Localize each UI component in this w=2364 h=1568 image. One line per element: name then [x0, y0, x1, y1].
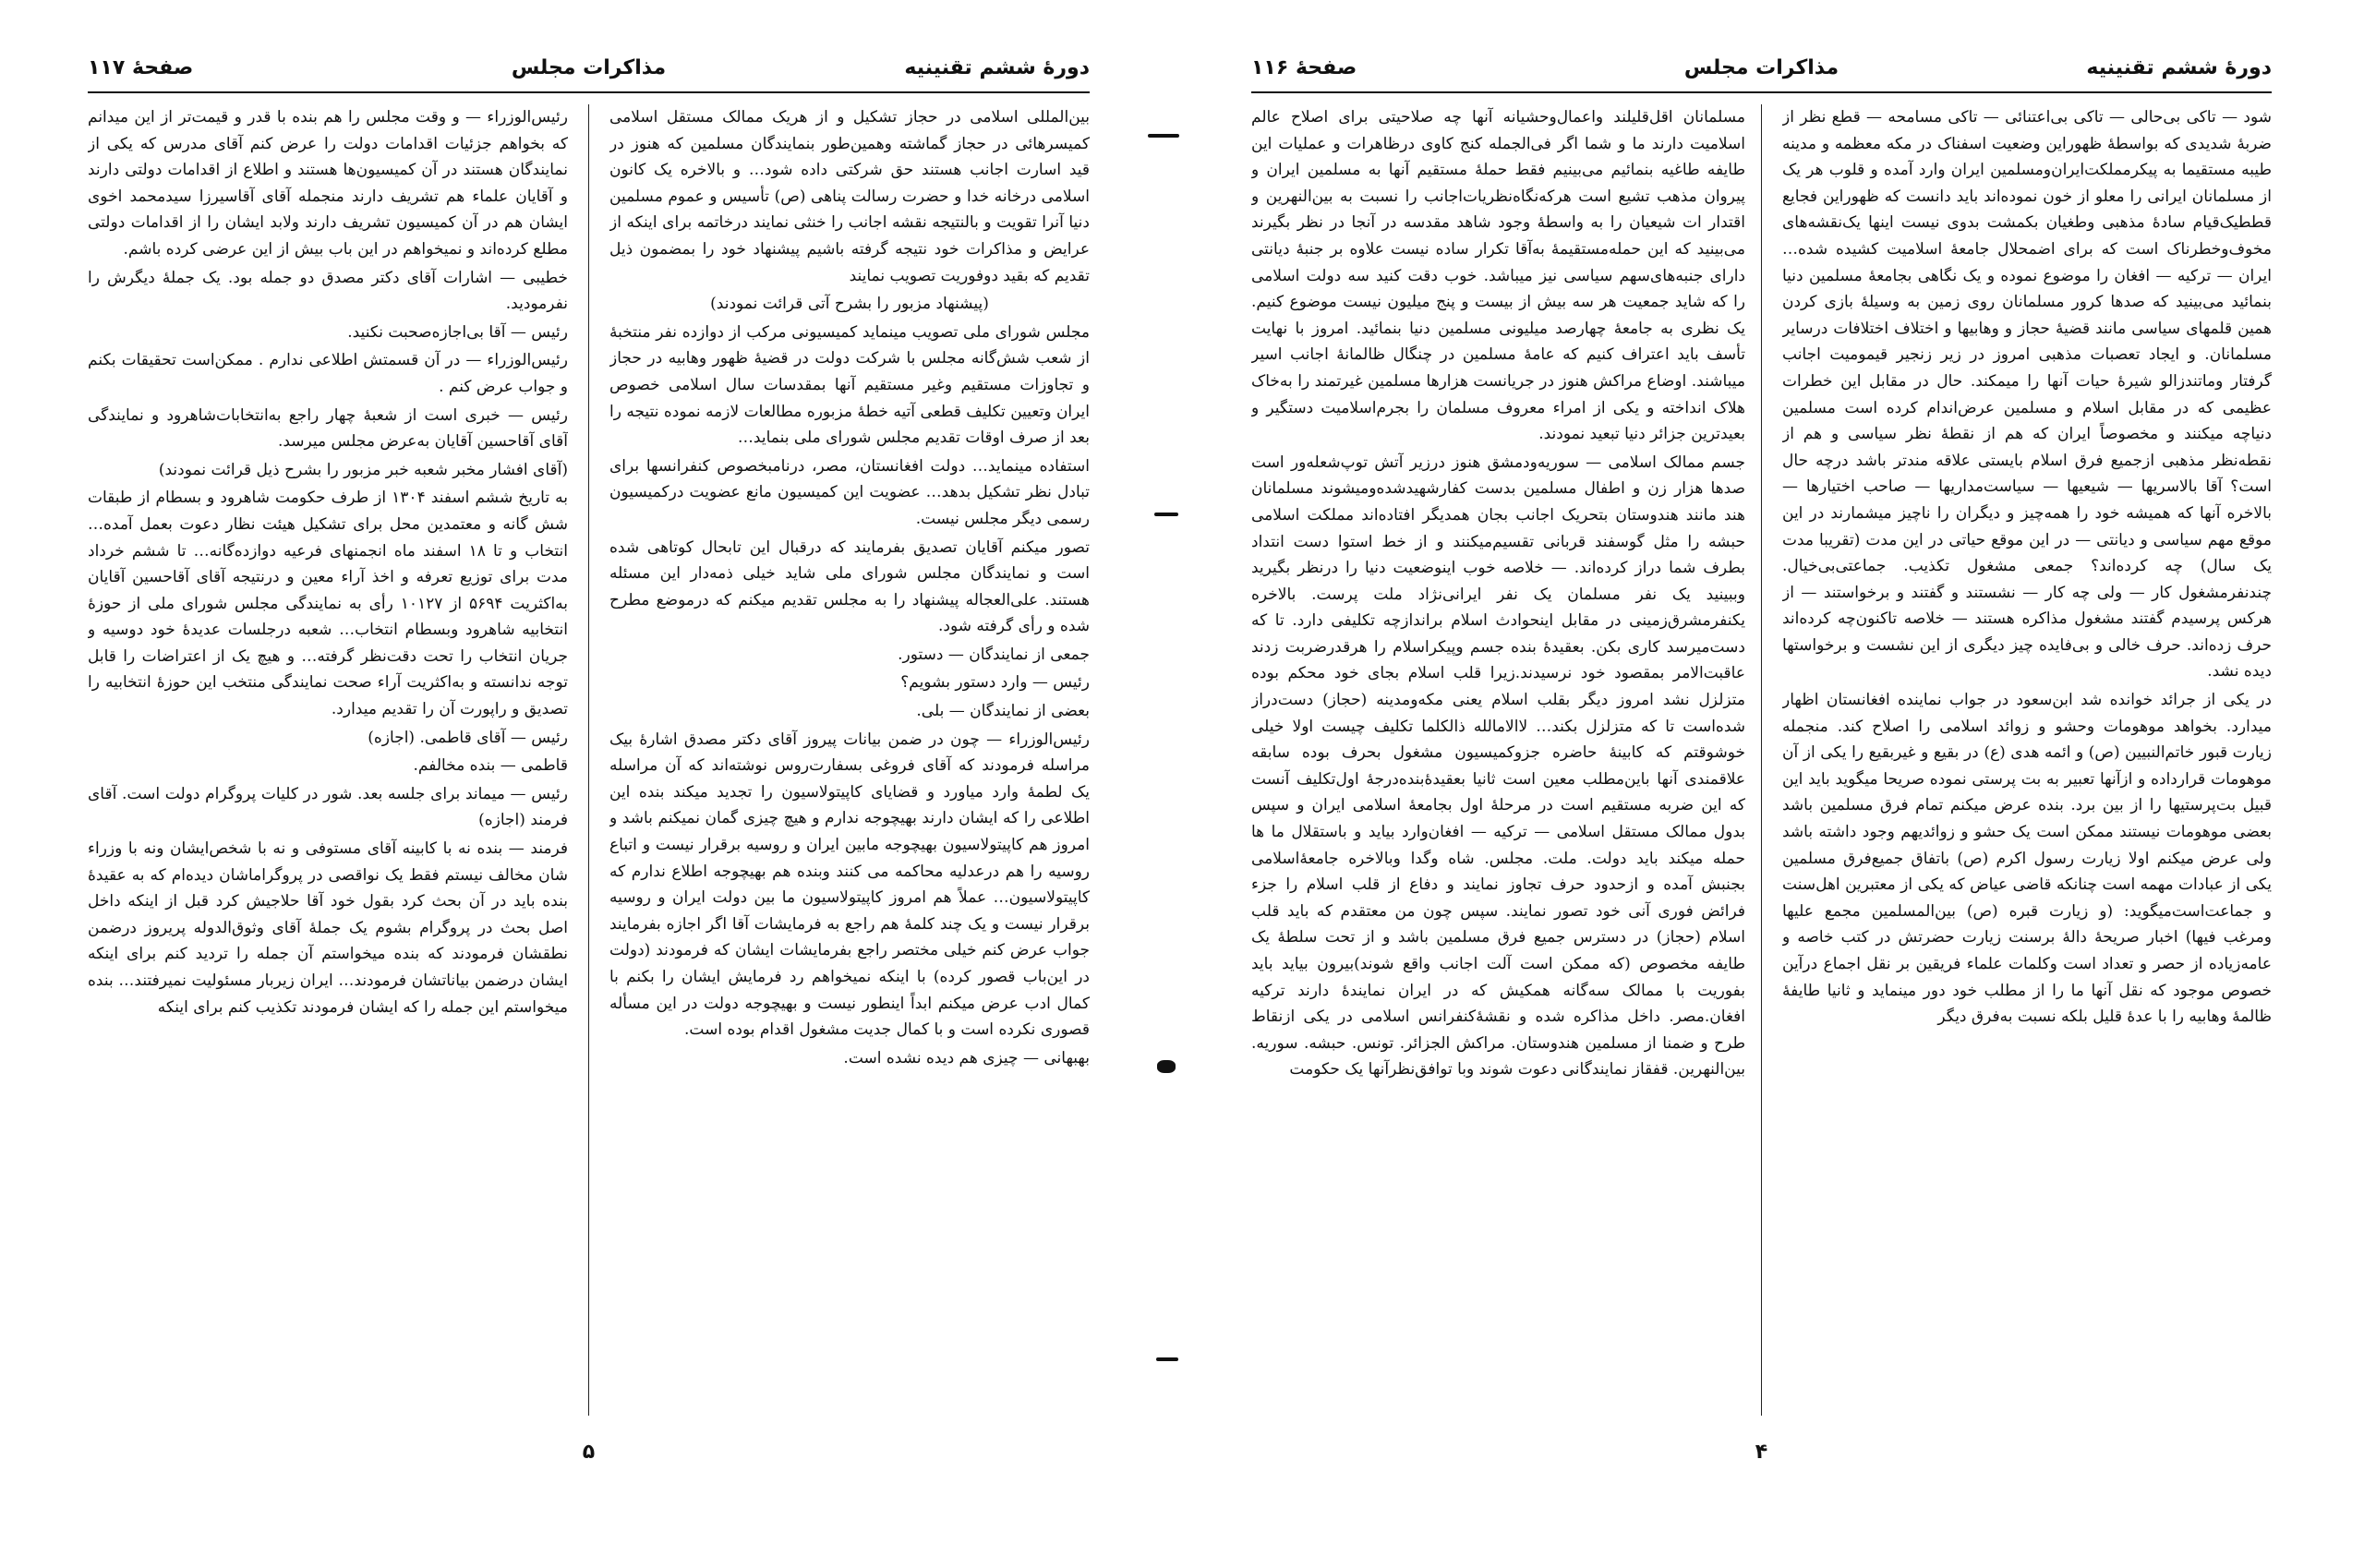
left-page [88, 51, 1090, 1538]
text-column-left [1251, 104, 1745, 1416]
text-column-right [609, 104, 1090, 1416]
paragraph: بین‌المللی اسلامی در حجاز تشکیل و از هریک ممالک مستقل اسلامی کمیسرهائی در حجاز گماشته وهمین‌طور بنمایندگان مسلمین که هنوز در قید اسارت اجانب هستند حق شرکتی داده شود… و بالاخره یک کانون اسلامی درخانه خدا و حضرت رسالت پناهی (ص) تأسیس و عموم مسلمین دنیا آنرا تقویت و بالنتیجه نقشه اجانب را خنثی نمایند درخاتمه برای اینکه از عرایض و مذاکرات خود نتیجه گرفته باشیم پیشنهاد خود را بمضمون ذیل تقدیم که بقید دوفوریت تصویب نمایند [609, 108, 1090, 285]
paragraph: رئیس‌الوزراء — چون در ضمن بیانات پیروز آقای دکتر مصدق اشارهٔ بیک مراسله فرمودند که آقای فروغی بسفارت‌روس نوشته‌اند که آن مراسله یک لطمهٔ وارد میاورد و قضایای کاپیتولاسیون را تجدید میکند بنده این اطلاعی را که ایشان دارند بهیچوجه ندارم و هیچ چیزی گمان نمیکنم باشد و امروز هم کاپیتولاسیون بهیچوجه مابین ایران و روسیه برقرار نیست و اتباع روسیه را هم درعدلیه محاکمه می کنند وبنده هم بهیچوجه اطلاع ندارم که کاپیتولاسیون… عملاً هم امروز کاپیتولاسیون ما بین دولت ایران و روسیه برقرار نیست و یک چند کلمهٔ هم راجع به فرمایشات آقا اگر اجازه بفرمایند جواب عرض کنم خیلی مختصر راجع بفرمایشات ایشان که فرمودند (دولت در این‌باب قصور کرده) با اینکه نمیخواهم رد فرمایش ایشان را بکنم با کمال ادب عرض میکنم ابداً اینطور نیست و بهیچوجه دولت در این مسأله قصوری نکرده است و با کمال جدیت مشغول اقدام بوده است. [609, 730, 1090, 1040]
folio-number: ۴ [1755, 1441, 1768, 1464]
paragraph: فرمند — بنده نه با کابینه آقای مستوفی و نه با شخص‌ایشان ونه با وزراء شان مخالف نیستم فقط یک نواقصی در پروگراماشان دیده‌ام که به عقیدهٔ بنده باید در آن بحث کرد بقول خود آقا حلاجیش کرد قبل از اینکه داخل اصل بحث در پروگرام بشوم یک جملهٔ آقای وثوق‌الدوله پریروز درضمن نطقشان فرمودند که بنده میخواستم آن جمله را تردید کنم برای اینکه ایشان درضمن بیاناتشان فرمودند… ایران زیربار مسئولیت نمیرفتند… بنده میخواستم این جمله را که ایشان فرمودند تکذیب کنم برای اینکه [88, 839, 568, 1017]
paragraph: مسلمانان اقل‌قلیلند واعمال‌وحشیانه آنها چه صلاحیتی برای اصلاح عالم اسلامیت دارند ما و شما اگر فی‌الجمله کنج کاوی درظاهرات و عملیات این طایفه طاغیه بنمائیم می‌بینیم فقط حملهٔ مستقیم آنها به مسلمین ایران و پیروان مذهب تشیع است هرکه‌نگاه‌نظریات‌اجانب را نسبت به بین‌النهرین و اقتدار ات شیعیان را به واسطهٔ وجود شاهد مقدسه در آنجا در نظر بگیرند می‌بینید که این حمله‌مستقیمهٔ به‌آقا تکرار ساده نیست علاوه بر جنبهٔ دیانتی دارای جنبه‌های‌سهم سیاسی نیز میباشد. خوب دقت کنید سه دولت اسلامی را که شاید جمعیت هر سه بیش از بیست و پنج میلیون نیست موضوع کنیم. یک نظری به جامعهٔ چهارصد میلیونی مسلمین دنیا بنمائید. امروز با نهایت تأسف باید اعتراف کنیم که عامهٔ مسلمین در چنگال ظالمانهٔ اجانب اسیر میباشند. اوضاع مراکش هنوز در جریانست هزارها مسلمین غیرتمند را به‌خاک هلاک انداخته و یکی از امراء معروف مسلمان را بجرم‌اسلامیت دستگیر و بعیدترین جزائر دنیا تبعید نمودند. [1251, 108, 1745, 444]
header-rule [88, 91, 1090, 93]
session-label: دورهٔ ششم تقنینیه [904, 56, 1090, 79]
page-number-label: صفحهٔ ۱۱۶ [1251, 56, 1357, 79]
paragraph: استفاده مینماید… دولت افغانستان، مصر، درنامبخصوص کنفرانسها برای تبادل نظر تشکیل بدهد… عضویت این کمیسیون مانع عضویت درکمیسیون رسمی دیگر مجلس نیست. [609, 456, 1090, 528]
journal-title: مذاکرات مجلس [1683, 56, 1839, 79]
paragraph: جمعی از نمایندگان — دستور. [898, 645, 1090, 664]
paragraph: تصور میکنم آقایان تصدیق بفرمایند که درقبال این تابحال کوتاهی شده است و نمایندگان مجلس شورای ملی شاید خیلی ذمه‌دار این مسئله هستند. علی‌العجاله پیشنهاد را به مجلس تقدیم میکنم که درموضع مطرح شده و رأی گرفته شود. [609, 537, 1090, 636]
paragraph: رئیس — خبری است از شعبهٔ چهار راجع به‌انتخابات‌شاهرود و نمایندگی آقای آقاحسین آقایان به‌عرض مجلس میرسد. [88, 405, 568, 452]
journal-title: مذاکرات مجلس [511, 56, 667, 79]
paragraph: (آقای افشار مخبر شعبه خبر مزبور را بشرح ذیل قرائت نمودند) [158, 460, 568, 479]
paragraph: شود — تاکی بی‌حالی — تاکی بی‌اعتنائی — تاکی مسامحه — قطع نظر از ضربهٔ شدیدی که بواسطهٔ ظهوراین وضعیت اسفناک در مکه معظمه و مدینه طیبه مستقیما به پیکرمملکت‌ایران‌ومسلمین ایران وارد آمده و قلوب هر یک از مسلمانان ایرانی را معلو از خون نموده‌اند باید دانست که ظهوراین فجایع قططیک‌قیام سادهٔ مذهبی وطغیان بکمشت بدوی نیست اینها یک‌نقشه‌های مخوف‌وخطرناک است که برای اضمحلال جامعهٔ اسلامیت کشیده شده… ایران — ترکیه — افغان را موضوع نموده و یک نگاهی بجامعهٔ مسلمین دنیا بنمائید می‌بینید که صدها کرور مسلمانان روی زمین به وسیلهٔ بازی کردن همین قلمهای سیاسی مانند قضیهٔ حجاز و وهابیها و اختلاف اختلافات درسایر مسلمانان. و ایجاد تعصبات مذهبی امروز در زیر زنجیر قیمومیت اجانب گرفتار وماتندزالو شیرهٔ حیات آنها را میمکند. حال در مقابل این خطرات عظیمی که در مقابل اسلام و مسلمین عرض‌اندام کرده است مسلمین دنیاچه میکنند و مخصوصاً ایران که هم از نقطهٔ نظر سیاسی و هم از نقطه‌نظر مذهبی ازجمیع فرق اسلام بایستی علاقه مندتر باشد درچه حال است؟ آقا بالاسریها — شیعیها — سیاست‌مداریها — صاحب اختیارها — بالاخره آنها که همیشه خود را همه‌چیز و دیگران را ناچیز میشمارند در این موقع مهم سیاسی و دیانتی — در این موقع حیاتی در این مدت (تقریبا مدت یک سال) چه کرده‌اند؟ جمعی مشغول تکذیب. جماعتی‌بی‌خیال. چندنفر‌مشغول کار — ولی چه کار — نشستند و گفتند و برخواستند — از هرکس پرسیدم گفتند مشغول مذاکره هستند — خلاصه تاکنون‌چه کرده‌اند حرف زده‌اند. حرف خالی و بی‌فایده چیز دیگری از این نشست و برخواستها دیده نشد. [1782, 108, 2272, 681]
gutter-mark-dash [1154, 513, 1178, 516]
paragraph: خطیبی — اشارات آقای دکتر مصدق دو جمله بود. یک جملهٔ دیگرش را نفرمودید. [88, 268, 568, 314]
text-column-left [88, 104, 568, 1416]
paragraph: مجلس شورای ملی تصویب مینماید کمیسیونی مرکب از دوازده نفر منتخبهٔ از شعب شش‌گانه مجلس با شرکت دولت در قضیهٔ ظهور وهابیه در حجاز و تجاوزات مستقیم وغیر مستقیم آنها بمقدسات سال اسلامی خصوص ایران وتعیین تکلیف قطعی آتیه خطهٔ مزبوره مطالعات لازمه نموده نتیجه را بعد از صرف اوقات تقدیم مجلس شورای ملی بنماید… [609, 322, 1090, 448]
paragraph: رئیس — میماند برای جلسه بعد. شور در کلیات پروگرام دولت است. آقای فرمند (اجازه) [88, 784, 568, 830]
right-page [1251, 51, 2272, 1538]
paragraph: قاطمی — بنده مخالفم. [413, 756, 568, 776]
paragraph: رئیس‌الوزراء — و وقت مجلس را هم بنده با قدر و قیمت‌تر از این میدانم که بخواهم جزئیات اقدامات دولت را عرض کنم آقای مدرس که یکی از نمایندگان هستند در آن کمیسیون‌ها هستند و اطلاع از اقدامات دولتی دارند و آقایان علماء هم تشریف دارند منجمله آقای آقاسیرزا سیدمحمد اخوی ایشان هم در آن کمیسیون تشریف دارند ولابد ایشان را از اقدامات دولتی مطلع کرده‌اند و نمیخواهم در این باب بیش از این عرضی کرده باشم. [88, 108, 568, 259]
running-head [88, 51, 1090, 88]
paragraph: به تاریخ ششم اسفند ۱۳۰۴ از طرف حکومت شاهرود و بسطام از طبقات شش گانه و معتمدین محل برای تشکیل هیئت نظار دعوت بعمل آمده… انتخاب و تا ۱۸ اسفند ماه انجمنهای فرعیه دوازده‌گانه… تا ششم خرداد مدت برای توزیع تعرفه و اخذ آراء معین و درنتیجه آقای آقاحسین آقایان به‌اکثریت ۵۶۹۴ از ۱۰۱۲۷ رأی به نمایندگی مجلس شورای ملی از حوزهٔ انتخابیه شاهرود وبسطام انتخاب… شعبه درجلسات عدیدهٔ خود دوسیه و جریان انتخاب را تحت دقت‌نظر گرفته… و هیچ یک از اعتراضات را قابل توجه ندانسته و به‌اکثریت آراء صحت نمایندگی منتخب این حوزهٔ انتخابیه را تصدیق و راپورت آن را تقدیم میدارد. [88, 488, 568, 719]
paragraph: رئیس — آقا بی‌اجازه‌صحبت نکنید. [347, 322, 568, 342]
paragraph: رئیس‌الوزراء — در آن قسمتش اطلاعی ندارم . ممکن‌است تحقیقات بکنم و جواب عرض کنم . [88, 351, 568, 396]
paragraph: رئیس — وارد دستور بشویم؟ [900, 673, 1090, 693]
paragraph: بعضی از نمایندگان — بلی. [916, 702, 1090, 721]
page-number-label: صفحهٔ ۱۱۷ [88, 56, 194, 79]
folio-number: ۵ [582, 1441, 596, 1464]
column-divider [1761, 104, 1762, 1416]
paragraph: (پیشنهاد مزبور را بشرح آتی قرائت نمودند) [710, 295, 989, 314]
text-column-right [1782, 104, 2272, 1416]
gutter-mark-dash [1148, 134, 1179, 138]
header-rule [1251, 91, 2272, 93]
running-head [1251, 51, 2272, 88]
paragraph: در یکی از جرائد خوانده شد ابن‌سعود در جواب نماینده افغانستان اظهار میدارد. بخواهد موهومات وحشو و زوائد اسلامی را اصلاح کند. منجمله زیارت قبور خاتم‌النبیین (ص) و ائمه هدی (ع) در بقیع و غیربقیع را یکی از آن موهومات قرارداده و ازآنها تعبیر به بت پرستی نموده صریحا میگوید باید این قبیل بت‌پرستیها را از بین برد. بنده عرض میکنم تمام فرق مسلمین باشد بعضی موهومات نیستند ممکن است یک حشو و زوائدیهم وجود داشته باشد ولی عرض میکنم اولا زیارت رسول اکرم (ص) باتفاق جمیع‌فرق مسلمین یکی از عبادات مهمه است چنانکه قاضی عیاض که یکی از معتبرین اهل‌سنت و جماعت‌است‌میگوید: (و زیارت قبره (ص) بین‌المسلمین مجمع علیها ومرغب فیها) اخبار صریحهٔ دالهٔ برسنت زیارت حضرتش در کتب خاصه و عامه‌زیاده از حصر و تعداد است وکلمات علماء فریقین بر نقل اجماع درآین خصوص موجود که نقل آنها ما را از مطلب خود دور مینماید و ثانیا طایفهٔ ظالمهٔ وهابیه را با عدهٔ قلیل بلکه نسبت به‌فرق دیگر [1782, 691, 2272, 1027]
column-divider [588, 104, 589, 1416]
gutter-mark-diamond [1157, 1060, 1176, 1073]
paragraph: جسم ممالک اسلامی — سوریه‌ودمشق هنوز درزیر آتش توپ‌شعله‌ور است صدها هزار زن و اطفال مسلمین بدست کفارشهیدشده‌ومیشوند مسلمانان هند مانند هندوستان بتحریک اجانب بجان همدیگر افتاده‌اند مملکت اسلامی حبشه را مثل گوسفند قربانی تقسیم‌میکنند و از خط استوا دست انتداد بطرف شما دراز کرده‌اند. — خلاصه خوب اینوضعیت دنیا را درنظر بگیرید وببینید یک نفر مسلمان یک نفر ایرانی‌نژاد ملت پرست. بالاخره یکنفرمشرق‌زمینی در مقابل اینحوادث اسلام براندازچه تکلیفی دارد. تا که دست‌میرسد کاری بکن. بعقیدهٔ بنده جسم وپیکراسلام را هرقدرضربت زدند عاقبت‌الامر بمقصود خود نرسیدند.زیرا قلب اسلام بجای خود محکم بوده متزلزل نشد امروز دیگر بقلب اسلام یعنی مکه‌ومدینه (حجاز) دست‌دراز شده‌است تا که متزلزل بکند… لاالامالله ذالکلما تکلیف چیست اولا خیلی خوشوقتم که کابینهٔ حاضره جزوکمیسیون مشغول بحرف بوده سابقه علاقمندی آنها باین‌مطلب معین است ثانیا بعقیدهٔ‌بنده‌درجهٔ اول‌تکلیف آنست که این ضربه مستقیم است در مرحلهٔ اول بجامعهٔ اسلامی ایران و سپس بدول ممالک مستقل اسلامی — ترکیه — افغان‌وارد بیاید و باستقلال ما ها حمله میکند باید دولت. ملت. مجلس. شاه وگدا وبالاخره جامعهٔ‌اسلامی بجنبش آمده و ازحدود حرف تجاوز نمایند و دفاع از قلب اسلام را جزء فرائض فوری آنی خود تصور نمایند. سپس چون من معتقدم که باید قلب اسلام (حجاز) در دسترس جمیع فرق مسلمین باشد و از تحت سلطهٔ یک طایفه مخصوص (که ممکن است آلت اجانب واقع شوند)بیرون بیاید باید بفوریت با ممالک سه‌گانه همکیش که در ایران نمایندهٔ دارند ترکیه افغان.مصر. داخل مذاکره شده و نقشهٔ‌کنفرانس اسلامی در یکی ازنقاط طرح و ضمنا از مسلمین هندوستان. مراکش الجزائر. تونس. حبشه. سوریه. بین‌النهرین. قفقاز نمایندگانی دعوت شوند وبا توافق‌نظرآنها یک حکومت [1251, 452, 1745, 1080]
gutter-mark-dash [1156, 1357, 1178, 1361]
paragraph: بهبهانی — چیزی هم دیده نشده است. [843, 1048, 1090, 1067]
paragraph: رئیس — آقای قاطمی. (اجازه) [368, 728, 568, 747]
session-label: دورهٔ ششم تقنینیه [2086, 56, 2272, 79]
